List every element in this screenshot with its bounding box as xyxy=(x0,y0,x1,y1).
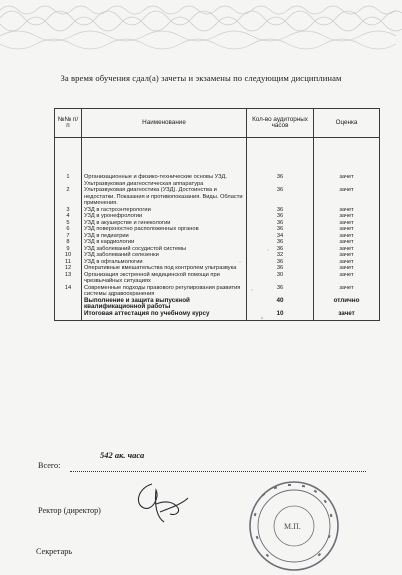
table-row-final-attestation xyxy=(55,311,380,321)
total-line xyxy=(70,471,366,472)
row-num: 5 xyxy=(55,220,82,227)
row-num: 6 xyxy=(55,226,82,233)
header-grade: Оценка xyxy=(314,109,380,138)
row-num: 14 xyxy=(55,285,82,298)
disciplines-table xyxy=(54,108,380,321)
row-name: Организация экстренной медицинской помощи при чрезвычайных ситуациях xyxy=(82,272,247,285)
row-num: 4 xyxy=(55,213,82,220)
header-name: Наименование xyxy=(82,109,247,138)
rector-signature xyxy=(130,478,192,528)
row-hours: 10 xyxy=(247,311,314,321)
row-grade: зачет xyxy=(314,187,380,207)
row-num: 2 xyxy=(55,187,82,207)
row-hours: 36 xyxy=(247,285,314,298)
row-hours: 36 xyxy=(247,207,314,214)
row-name: Современные подходы правового регулирования развития системы здравоохранения xyxy=(82,285,247,298)
row-name: УЗД в офтальмологии xyxy=(82,259,247,266)
rector-label: Ректор (директор) xyxy=(38,506,101,515)
row-name: Ультразвуковая диагностика (УЗД). Достоинства и недостатки. Показания и противопоказания. Виды. Области применения. xyxy=(82,187,247,207)
row-hours: 36 xyxy=(247,138,314,188)
table-row xyxy=(55,285,380,298)
total-label: Всего: xyxy=(38,461,61,470)
row-num xyxy=(55,311,82,321)
total-hours: 542 ак. часа xyxy=(100,450,145,460)
row-hours: 32 xyxy=(247,252,314,259)
row-grade: зачет xyxy=(314,311,380,321)
row-hours: 36 xyxy=(247,220,314,227)
row-name: Итоговая аттестация по учебному курсу xyxy=(82,311,247,321)
row-hours: 36 xyxy=(247,239,314,246)
row-name: УЗД в уронефрологии xyxy=(82,213,247,220)
row-hours: 36 xyxy=(247,259,314,266)
table-header-row xyxy=(55,109,380,138)
secretary-label: Секретарь xyxy=(36,547,73,556)
row-num: 7 xyxy=(55,233,82,240)
row-hours: 40 xyxy=(247,298,314,311)
row-hours: 30 xyxy=(247,272,314,285)
row-num: 3 xyxy=(55,207,82,214)
row-hours: 36 xyxy=(247,246,314,253)
row-hours: 36 xyxy=(247,226,314,233)
row-num: 8 xyxy=(55,239,82,246)
row-name: УЗД в акушерстве и гинекологии xyxy=(82,220,247,227)
row-num: 12 xyxy=(55,265,82,272)
row-grade: зачет xyxy=(314,285,380,298)
row-grade: зачет xyxy=(314,220,380,227)
row-num xyxy=(55,298,82,311)
row-grade: зачет xyxy=(314,272,380,285)
table-row xyxy=(55,138,380,188)
row-name: УЗД поверхностно расположенных органов xyxy=(82,226,247,233)
row-name: УЗД заболеваний селезенки xyxy=(82,252,247,259)
row-num: 10 xyxy=(55,252,82,259)
row-grade: зачет xyxy=(314,233,380,240)
row-hours: 36 xyxy=(247,187,314,207)
page-title: За время обучения сдал(а) зачеты и экзамены по следующим дисциплинам xyxy=(60,73,342,83)
row-name: Оперативные вмешательства под контролем ультразвука xyxy=(82,265,247,272)
row-name: Организационные и физико-технические основы УЗД. Ультразвуковая диагностическая аппаратура xyxy=(82,138,247,188)
row-name: УЗД в гастроэнтерологии xyxy=(82,207,247,214)
row-grade: зачет xyxy=(314,213,380,220)
row-hours: 34 xyxy=(247,233,314,240)
row-grade: зачет xyxy=(314,252,380,259)
guilloche-ornament xyxy=(0,0,402,60)
row-num: 9 xyxy=(55,246,82,253)
row-grade: зачет xyxy=(314,226,380,233)
header-num: №№ п/п xyxy=(55,109,82,138)
row-name: УЗД заболеваний сосудистой системы xyxy=(82,246,247,253)
row-grade: зачет xyxy=(314,239,380,246)
table-row xyxy=(55,187,380,207)
row-grade: зачет xyxy=(314,138,380,188)
row-grade: отлично xyxy=(314,298,380,311)
header-hours: Кол-во аудиторных часов xyxy=(247,109,314,138)
row-hours: 36 xyxy=(247,265,314,272)
table-row-thesis xyxy=(55,298,380,311)
row-grade: зачет xyxy=(314,259,380,266)
row-name: УЗД в кардиологии xyxy=(82,239,247,246)
stamp-mp-label: М.П. xyxy=(284,522,301,531)
row-grade: зачет xyxy=(314,246,380,253)
row-hours: 36 xyxy=(247,213,314,220)
row-num: 1 xyxy=(55,138,82,188)
row-num: 13 xyxy=(55,272,82,285)
row-grade: зачет xyxy=(314,207,380,214)
row-name: УЗД в педиатрии xyxy=(82,233,247,240)
table-row xyxy=(55,272,380,285)
row-grade: зачет xyxy=(314,265,380,272)
row-name: Выполнение и защита выпускной квалификационной работы xyxy=(82,298,247,311)
row-num: 11 xyxy=(55,259,82,266)
